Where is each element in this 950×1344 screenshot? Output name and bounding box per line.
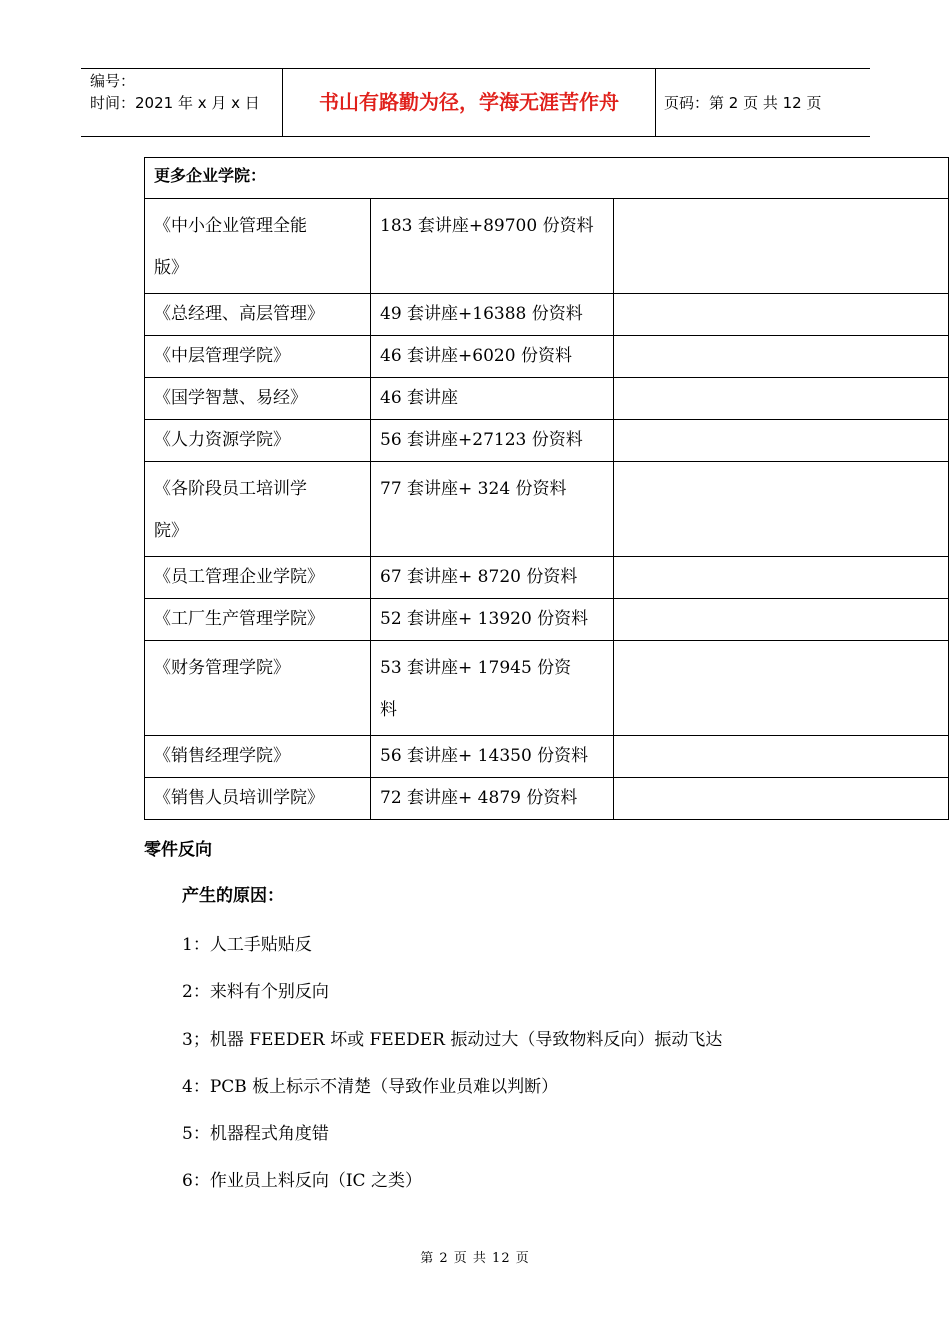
academy-detail: 52 套讲座+ 13920 份资料 xyxy=(371,599,614,641)
academy-name: 《工厂生产管理学院》 xyxy=(145,599,371,641)
table-row xyxy=(145,420,949,462)
academy-detail: 67 套讲座+ 8720 份资料 xyxy=(371,557,614,599)
section-title: 零件反向 xyxy=(144,840,212,860)
cause-item-4: 4：PCB 板上标示不清楚（导致作业员难以判断） xyxy=(182,1077,559,1097)
academy-name: 《人力资源学院》 xyxy=(145,420,371,462)
empty-cell xyxy=(614,462,949,557)
table-row xyxy=(145,462,949,557)
page-footer: 第 2 页 共 12 页 xyxy=(420,1251,530,1266)
academy-name: 《各阶段员工培训学 院》 xyxy=(145,462,371,557)
cause-item-6: 6：作业员上料反向（IC 之类） xyxy=(182,1171,422,1191)
academy-name: 《销售经理学院》 xyxy=(145,736,371,778)
academy-detail: 56 套讲座+27123 份资料 xyxy=(371,420,614,462)
time-label: 时间：2021 年 x 月 x 日 xyxy=(90,94,260,112)
empty-cell xyxy=(614,778,949,820)
academy-table xyxy=(144,157,949,820)
table-title: 更多企业学院： xyxy=(145,158,949,199)
academy-name: 《中层管理学院》 xyxy=(145,336,371,378)
academy-name: 《总经理、高层管理》 xyxy=(145,294,371,336)
empty-cell xyxy=(614,557,949,599)
table-row xyxy=(145,336,949,378)
doc-number-label: 编号： xyxy=(90,72,136,90)
header-page-label: 页码：第 2 页 共 12 页 xyxy=(664,94,822,112)
academy-detail: 46 套讲座+6020 份资料 xyxy=(371,336,614,378)
cause-item-1: 1：人工手贴贴反 xyxy=(182,935,312,955)
header-motto: 书山有路勤为径，学海无涯苦作舟 xyxy=(319,90,619,114)
empty-cell xyxy=(614,736,949,778)
academy-detail: 183 套讲座+89700 份资料 xyxy=(371,199,614,294)
header-divider-right xyxy=(655,68,656,136)
academy-name: 《国学智慧、易经》 xyxy=(145,378,371,420)
academy-detail: 77 套讲座+ 324 份资料 xyxy=(371,462,614,557)
academy-name: 《销售人员培训学院》 xyxy=(145,778,371,820)
cause-title: 产生的原因： xyxy=(182,886,284,906)
empty-cell xyxy=(614,294,949,336)
table-row xyxy=(145,378,949,420)
academy-name: 《财务管理学院》 xyxy=(145,641,371,736)
empty-cell xyxy=(614,336,949,378)
academy-detail: 53 套讲座+ 17945 份资 料 xyxy=(371,641,614,736)
header-bottom-rule xyxy=(81,136,870,137)
cause-item-5: 5：机器程式角度错 xyxy=(182,1124,329,1144)
cause-item-3: 3；机器 FEEDER 坏或 FEEDER 振动过大（导致物料反向）振动飞达 xyxy=(182,1030,723,1050)
empty-cell xyxy=(614,378,949,420)
academy-name: 《员工管理企业学院》 xyxy=(145,557,371,599)
empty-cell xyxy=(614,599,949,641)
empty-cell xyxy=(614,420,949,462)
empty-cell xyxy=(614,641,949,736)
table-row xyxy=(145,199,949,294)
academy-detail: 56 套讲座+ 14350 份资料 xyxy=(371,736,614,778)
empty-cell xyxy=(614,199,949,294)
table-row xyxy=(145,599,949,641)
table-row xyxy=(145,294,949,336)
cause-item-2: 2：来料有个别反向 xyxy=(182,982,329,1002)
academy-detail: 72 套讲座+ 4879 份资料 xyxy=(371,778,614,820)
header-meta xyxy=(90,70,260,114)
academy-detail: 49 套讲座+16388 份资料 xyxy=(371,294,614,336)
table-row xyxy=(145,736,949,778)
academy-name: 《中小企业管理全能 版》 xyxy=(145,199,371,294)
table-row xyxy=(145,557,949,599)
academy-detail: 46 套讲座 xyxy=(371,378,614,420)
table-row xyxy=(145,641,949,736)
header-top-rule xyxy=(81,68,870,69)
table-title-row xyxy=(145,158,949,199)
table-row xyxy=(145,778,949,820)
